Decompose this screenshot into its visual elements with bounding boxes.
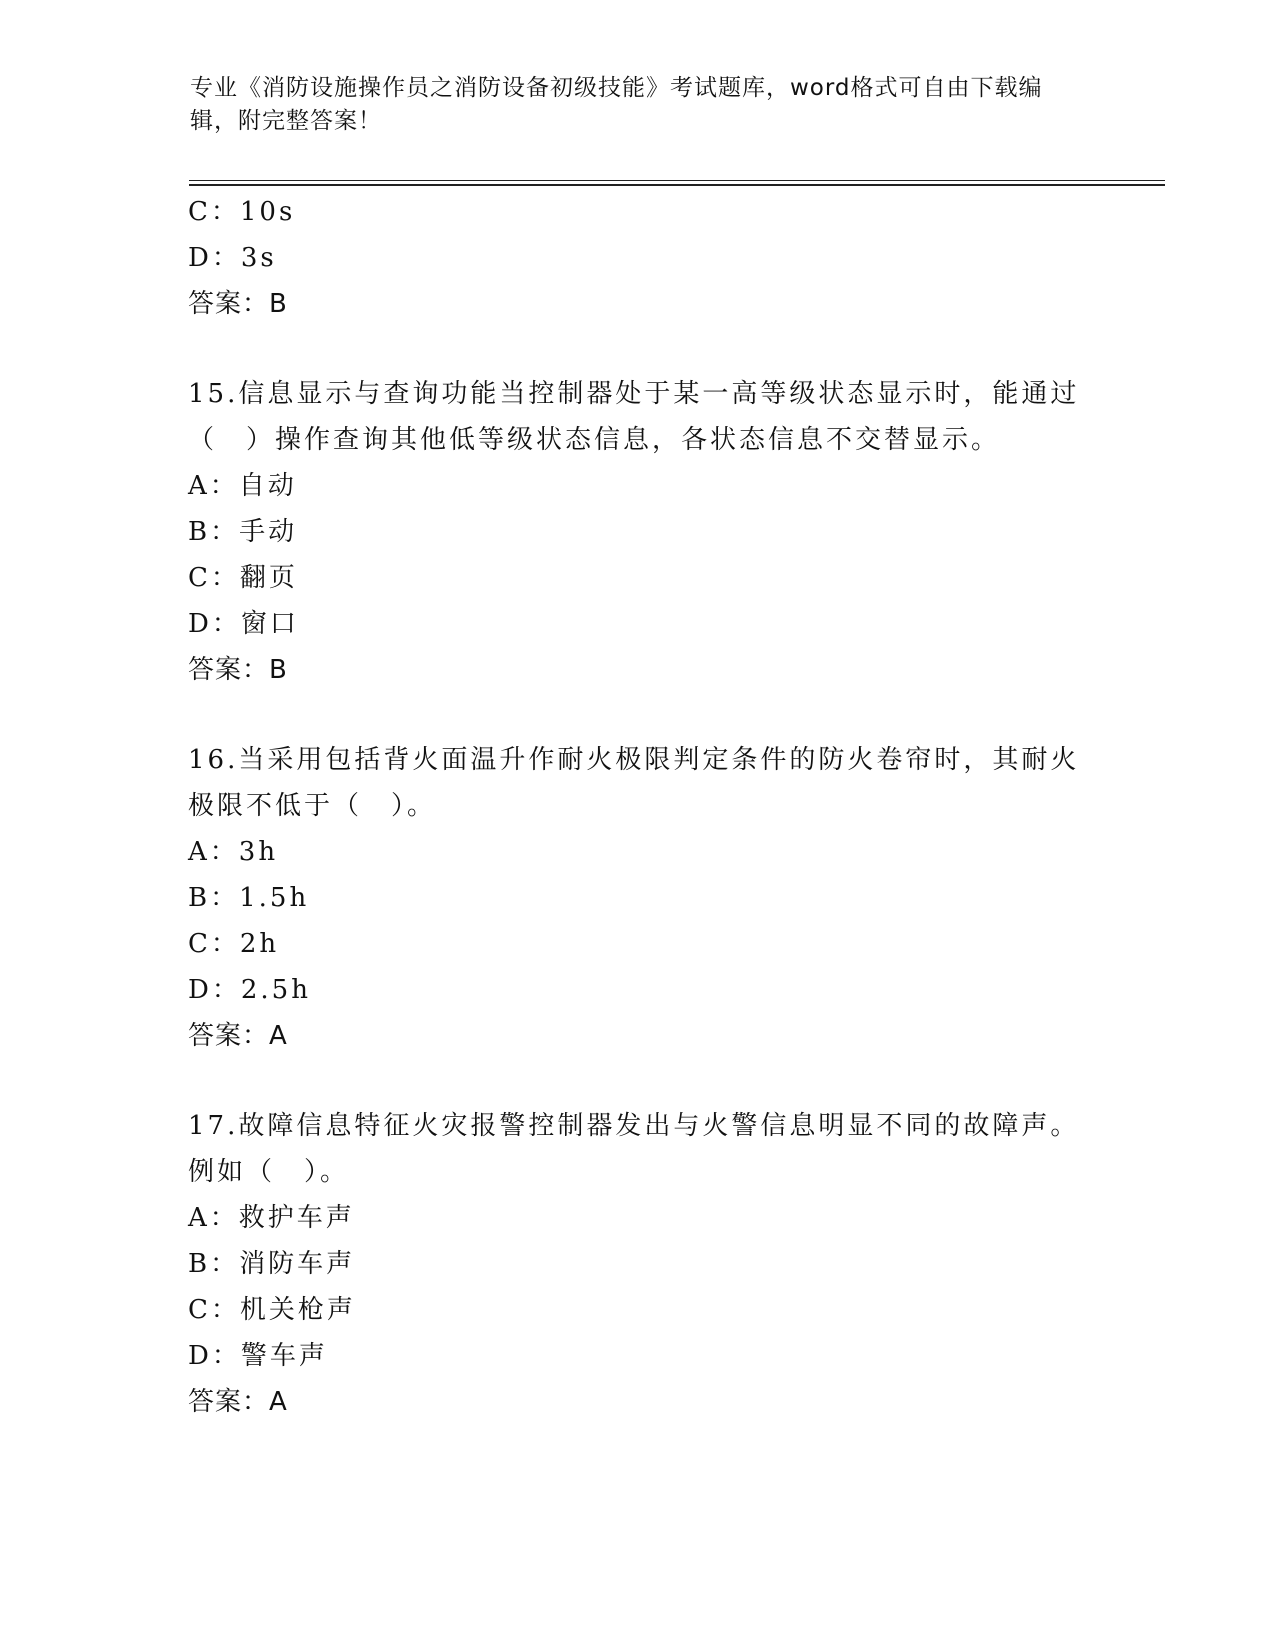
option-a: A：3h (188, 837, 279, 867)
option-d: D：3s (188, 243, 277, 273)
answer-line: 答案：B (188, 655, 288, 685)
answer-line: 答案：B (188, 289, 288, 319)
option-d: D：窗口 (188, 609, 299, 639)
question-stem-line: 极限不低于（ ）。 (188, 791, 437, 821)
option-c: C：翻页 (188, 563, 298, 593)
question-stem-line: 15.信息显示与查询功能当控制器处于某一高等级状态显示时，能通过 (188, 379, 1080, 409)
header-line-1: 专业《消防设施操作员之消防设备初级技能》考试题库，word格式可自由下载编 (190, 75, 1043, 101)
option-b: B：手动 (188, 517, 298, 547)
header-divider-thin (189, 180, 1165, 181)
prev-question-tail (188, 189, 1088, 327)
question-16 (188, 737, 1088, 1059)
question-list (188, 189, 1088, 1425)
option-b: B：1.5h (188, 883, 310, 913)
answer-line: 答案：A (188, 1021, 288, 1051)
header-divider-thick (189, 184, 1165, 186)
option-d: D：2.5h (188, 975, 311, 1005)
option-d: D：警车声 (188, 1341, 328, 1371)
question-stem-line: 例如（ ）。 (188, 1157, 350, 1187)
question-stem-line: 16.当采用包括背火面温升作耐火极限判定条件的防火卷帘时，其耐火 (188, 745, 1080, 775)
document-header (190, 72, 1090, 138)
question-stem-line: 17.故障信息特征火灾报警控制器发出与火警信息明显不同的故障声。 (188, 1111, 1080, 1141)
option-a: A：自动 (188, 471, 297, 501)
option-c: C：2h (188, 929, 280, 959)
option-c: C：机关枪声 (188, 1295, 356, 1325)
option-a: A：救护车声 (188, 1203, 355, 1233)
question-15 (188, 371, 1088, 693)
answer-line: 答案：A (188, 1387, 288, 1417)
header-line-2: 辑，附完整答案！ (190, 108, 382, 134)
option-c: C：10s (188, 197, 296, 227)
question-17 (188, 1103, 1088, 1425)
question-stem-line: （ ）操作查询其他低等级状态信息，各状态信息不交替显示。 (188, 425, 1001, 455)
option-b: B：消防车声 (188, 1249, 356, 1279)
